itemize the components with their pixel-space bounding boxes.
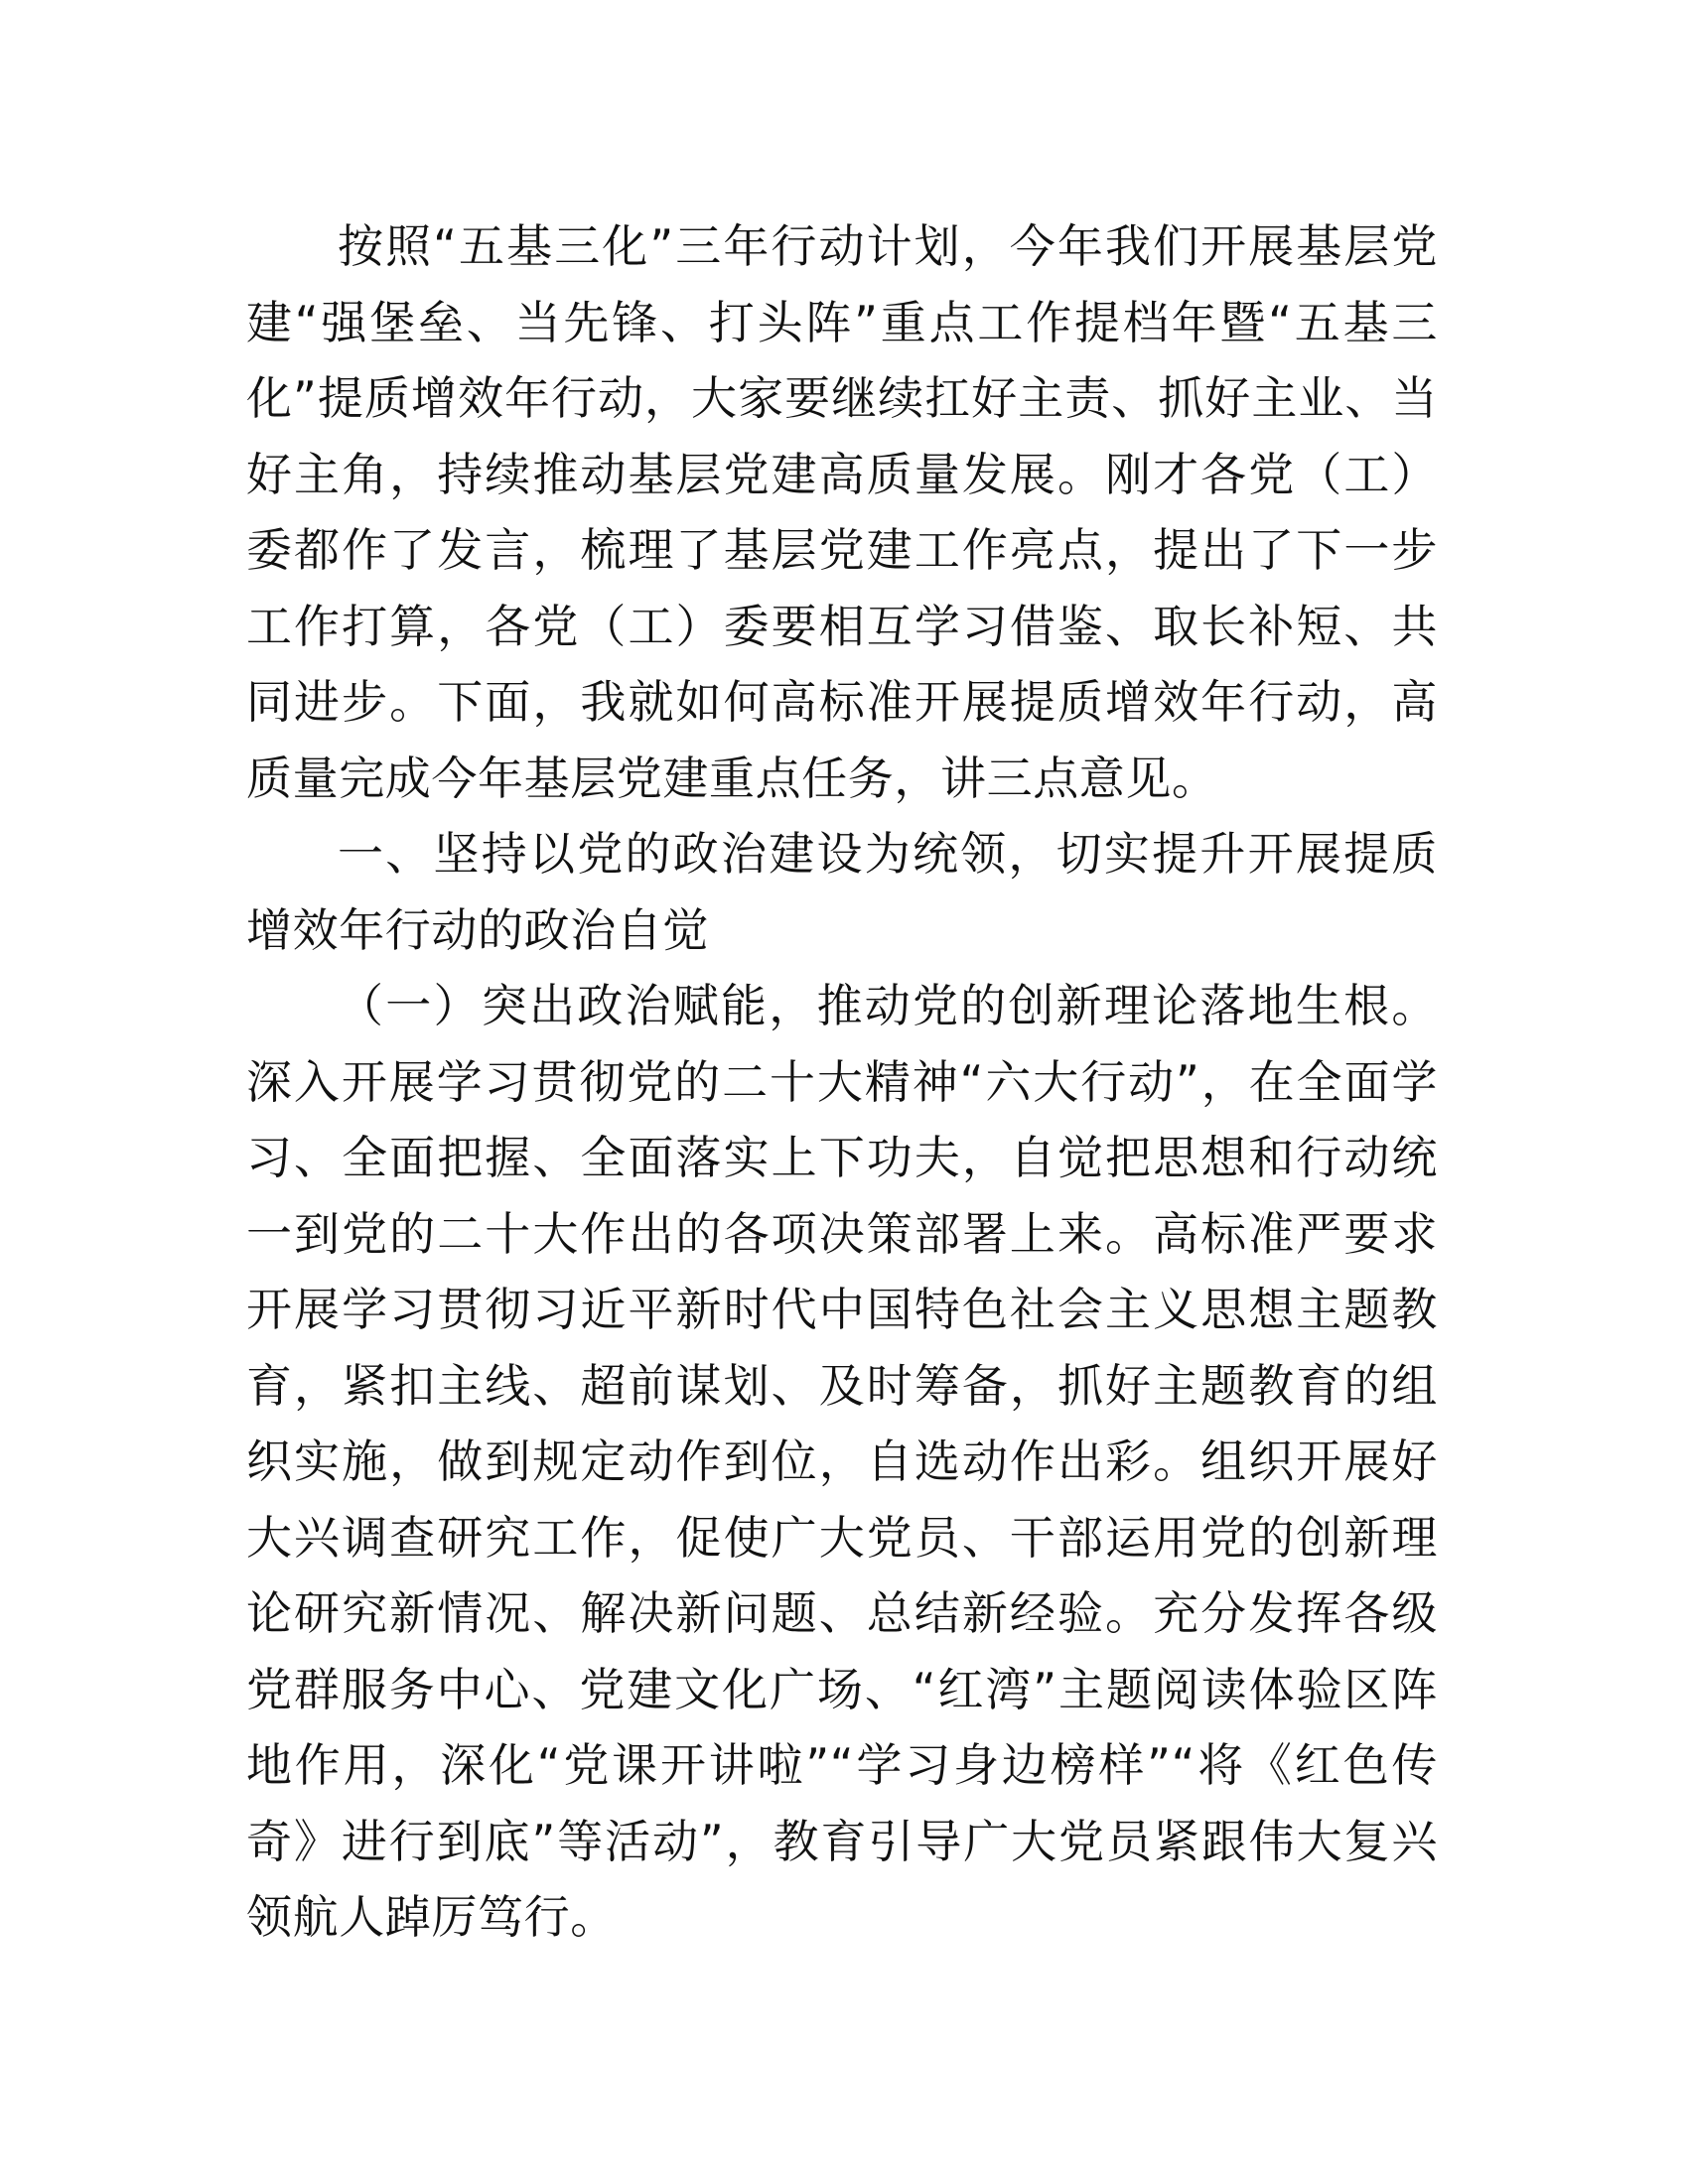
- section-heading: 一、坚持以党的政治建设为统领，切实提升开展提质增效年行动的政治自觉: [246, 827, 1438, 957]
- intro-paragraph: 按照“五基三化”三年行动计划，今年我们开展基层党建“强堡垒、当先锋、打头阵”重点工作提档年暨“五基三化”提质增效年行动，大家要继续扛好主责、抓好主业、当好主角，持续推动基层党建高质量发展。刚才各党（工）委都作了发言，梳理了基层党建工作亮点，提出了下一步工作打算，各党（工）委要相互学习借鉴、取长补短、共同进步。下面，我就如何高标准开展提质增效年行动，高质量完成今年基层党建重点任务，讲三点意见。: [246, 219, 1438, 805]
- document-body: [246, 208, 1438, 1956]
- subsection-paragraph: （一）突出政治赋能，推动党的创新理论落地生根。深入开展学习贯彻党的二十大精神“六大行动”，在全面学习、全面把握、全面落实上下功夫，自觉把思想和行动统一到党的二十大作出的各项决策部署上来。高标准严要求开展学习贯彻习近平新时代中国特色社会主义思想主题教育，紧扣主线、超前谋划、及时筹备，抓好主题教育的组织实施，做到规定动作到位，自选动作出彩。组织开展好大兴调查研究工作，促使广大党员、干部运用党的创新理论研究新情况、解决新问题、总结新经验。充分发挥各级党群服务中心、党建文化广场、“红湾”主题阅读体验区阵地作用，深化“党课开讲啦”“学习身边榜样”“将《红色传奇》进行到底”等活动”，教育引导广大党员紧跟伟大复兴领航人踔厉笃行。: [246, 979, 1438, 1944]
